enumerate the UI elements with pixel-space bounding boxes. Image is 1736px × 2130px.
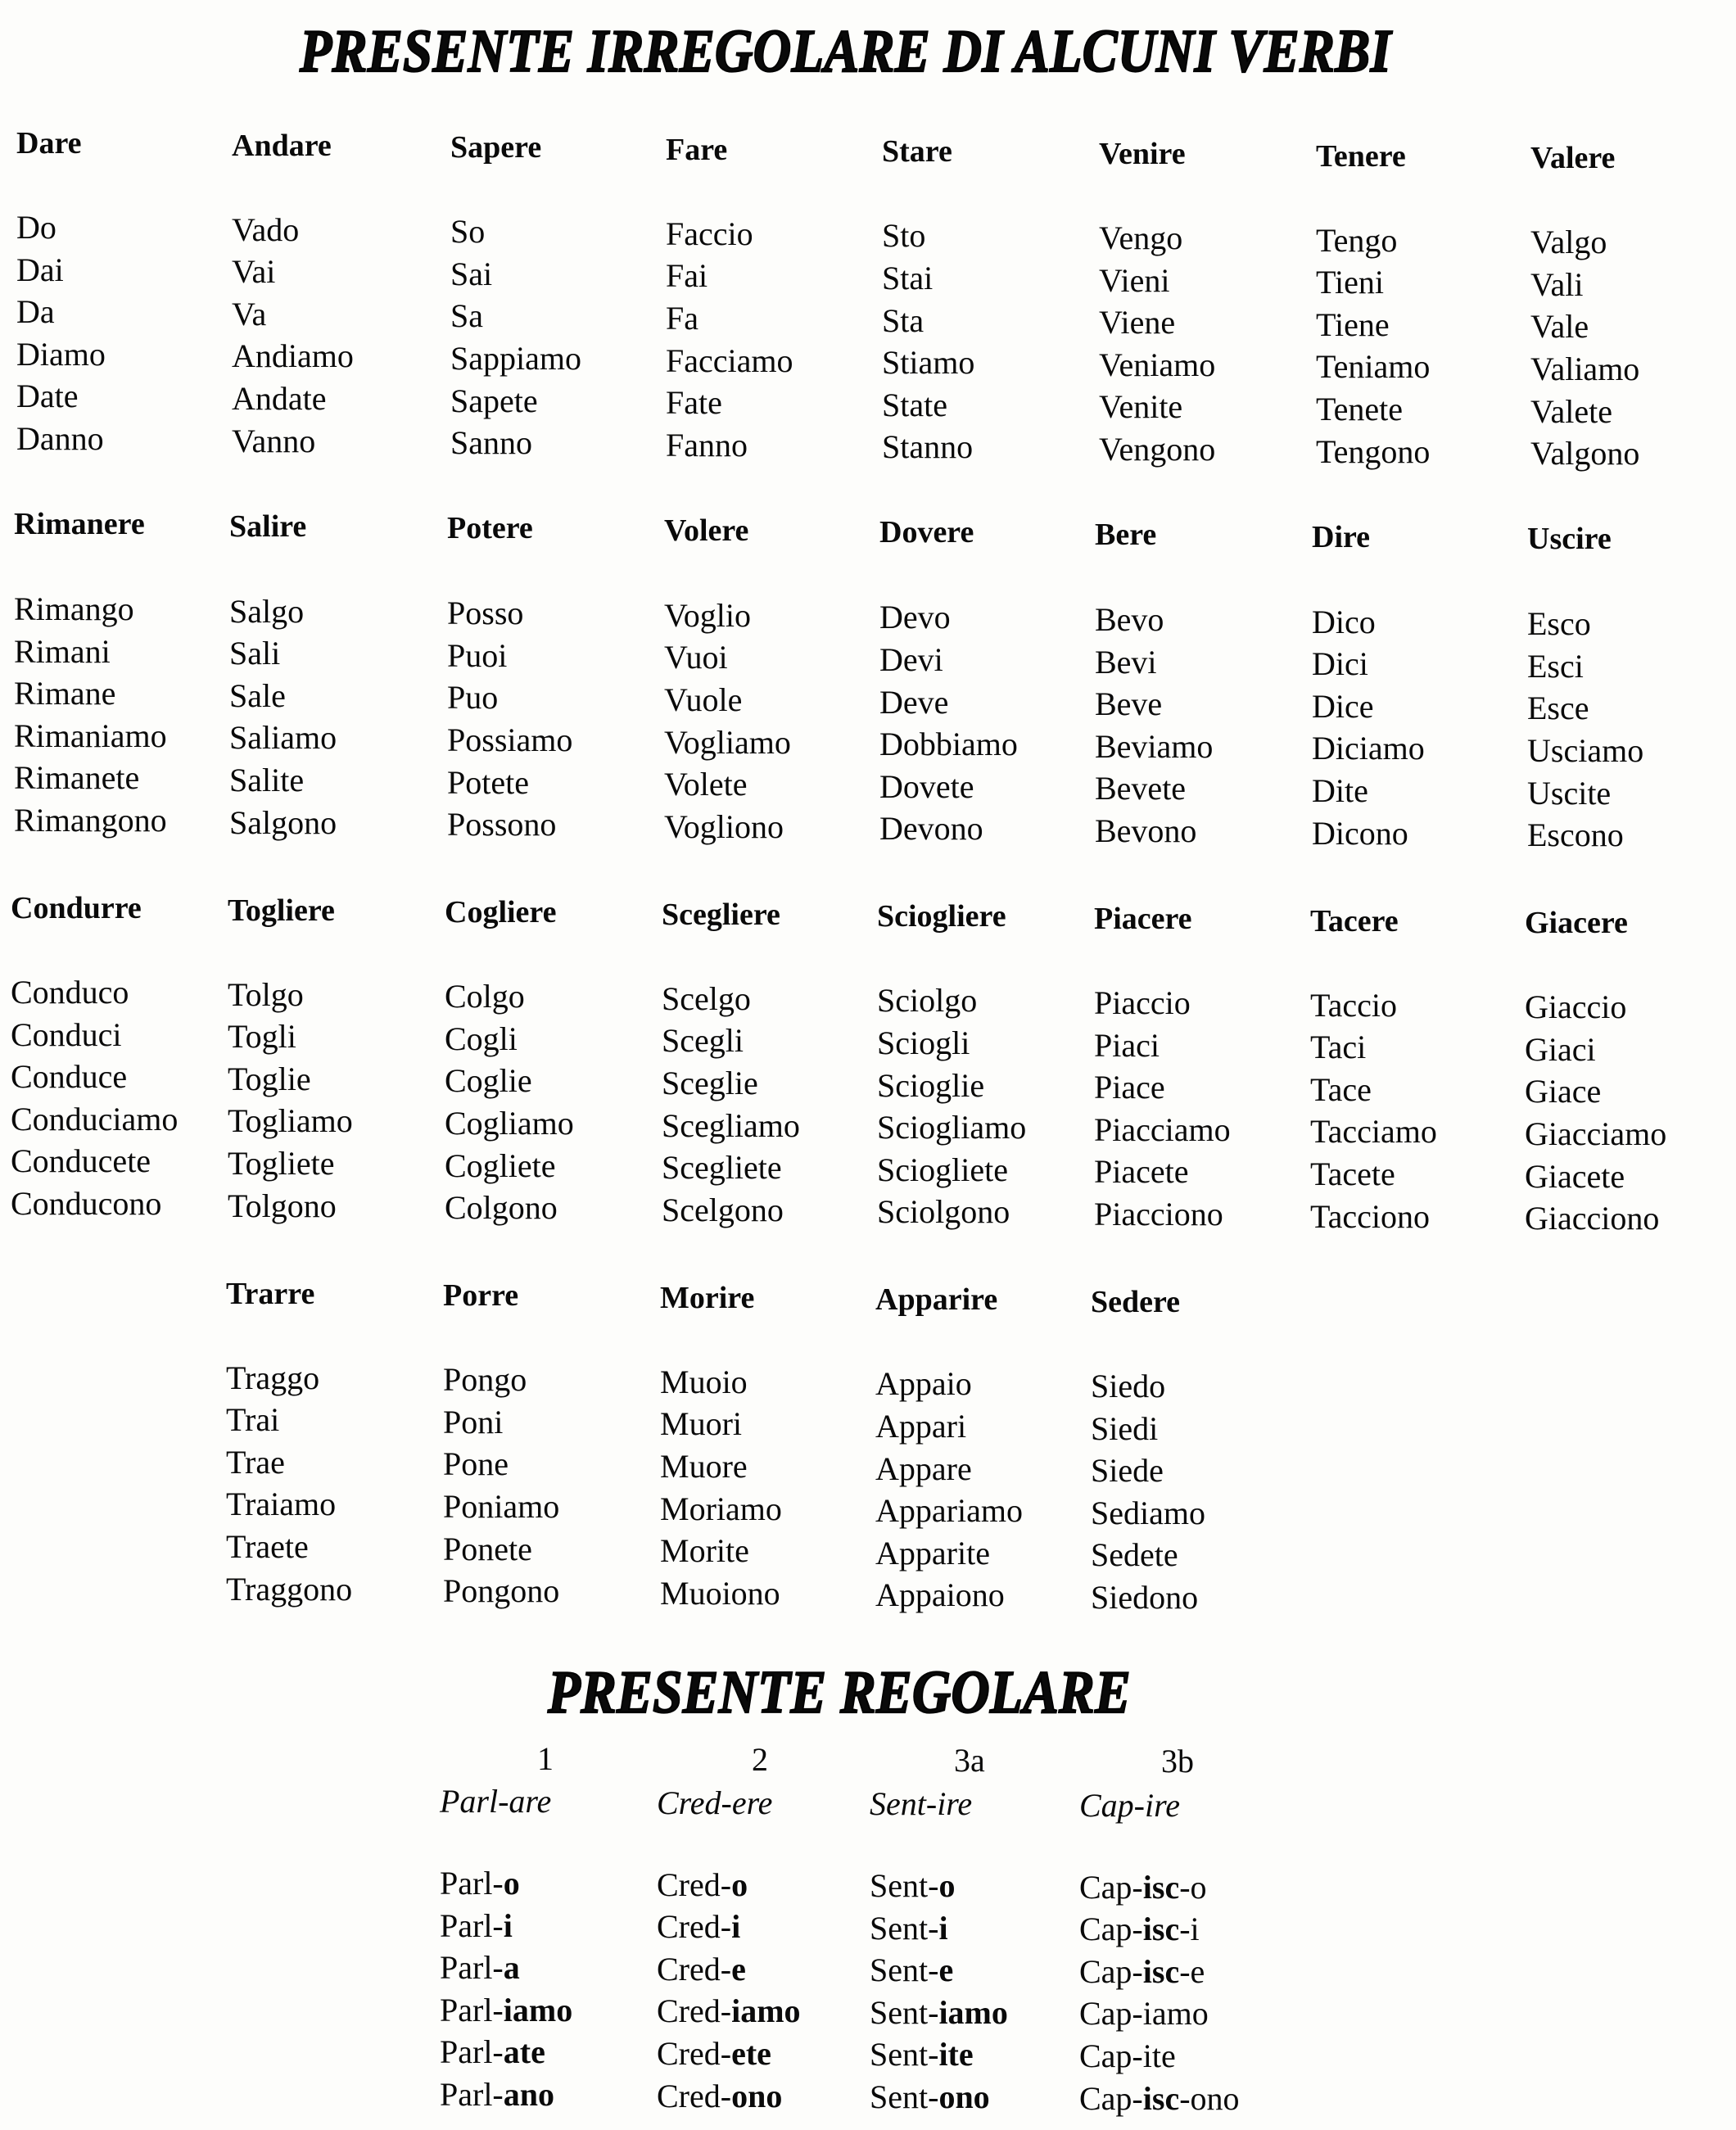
- conjugation-infinitive: Cap-ire: [1079, 1786, 1180, 1824]
- conjugated-form: Dicono: [1312, 814, 1408, 852]
- form-segment: -i: [1179, 1911, 1200, 1948]
- verb-infinitive: Fare: [666, 132, 728, 167]
- regular-form: [870, 1993, 1008, 2031]
- conjugated-form: Devi: [879, 641, 943, 678]
- conjugated-form: Appariamo: [875, 1492, 1023, 1530]
- form-ending-bold: ite: [938, 2036, 974, 2073]
- conjugated-form: Vali: [1530, 265, 1584, 303]
- conjugated-form: Bevi: [1095, 643, 1157, 681]
- conjugated-form: Saliamo: [229, 719, 337, 757]
- verb-infinitive: Bere: [1095, 518, 1157, 552]
- verb-infinitive: Stare: [882, 134, 952, 170]
- conjugated-form: Dice: [1312, 687, 1374, 725]
- page-title: PRESENTE IRREGOLARE DI ALCUNI VERBI: [300, 18, 1391, 85]
- conjugated-form: Traggono: [226, 1570, 353, 1608]
- conjugated-form: Vuoi: [664, 639, 728, 676]
- verb-infinitive: Volere: [664, 513, 749, 548]
- conjugated-form: Faccio: [666, 215, 753, 252]
- form-segment: Parl-: [440, 2076, 504, 2113]
- conjugated-form: Va: [232, 295, 267, 332]
- conjugated-form: Piaccio: [1094, 984, 1191, 1021]
- conjugated-form: Piaci: [1094, 1026, 1160, 1064]
- conjugated-form: Da: [16, 293, 55, 331]
- conjugated-form: Conduco: [11, 974, 129, 1011]
- regular-form: [657, 2034, 771, 2072]
- regular-form: [1079, 1995, 1209, 2033]
- conjugated-form: Cogliete: [445, 1146, 556, 1184]
- conjugated-form: Vogliamo: [664, 723, 791, 761]
- regular-form: [657, 2077, 783, 2114]
- conjugated-form: Sanno: [450, 424, 532, 462]
- conjugated-form: Sedete: [1091, 1536, 1178, 1574]
- regular-form: [440, 2078, 554, 2111]
- conjugated-form: Tace: [1310, 1070, 1372, 1108]
- verb-infinitive: Rimanere: [14, 507, 145, 541]
- regular-form: [1079, 1952, 1205, 1990]
- conjugation-infinitive: Parl-are: [440, 1783, 552, 1820]
- conjugated-form: Conduce: [11, 1058, 128, 1096]
- regular-form: [1079, 1913, 1200, 1946]
- conjugated-form: Sapete: [450, 382, 538, 419]
- conjugated-form: Fai: [666, 257, 708, 295]
- regular-section-title: PRESENTE REGOLARE: [548, 1659, 1131, 1726]
- conjugated-form: Sappiamo: [450, 340, 581, 377]
- conjugated-form: Stai: [882, 260, 934, 296]
- conjugated-form: Sciolgono: [877, 1193, 1010, 1231]
- regular-form: [657, 1950, 746, 1988]
- form-ending-bold: ete: [731, 2034, 771, 2072]
- verb-infinitive: Morire: [660, 1280, 755, 1315]
- regular-form: [657, 1992, 801, 2030]
- conjugated-form: Siedi: [1091, 1409, 1159, 1447]
- conjugated-form: Diamo: [16, 335, 106, 373]
- form-ending-bold: ate: [503, 2033, 545, 2071]
- regular-form: [870, 1951, 954, 1989]
- conjugated-form: Danno: [16, 420, 104, 457]
- conjugated-form: Sa: [450, 297, 483, 335]
- conjugated-form: Sta: [882, 301, 925, 339]
- conjugated-form: Togliamo: [228, 1102, 353, 1140]
- conjugated-form: Pone: [443, 1445, 509, 1483]
- conjugated-form: Dovete: [879, 767, 974, 805]
- conjugated-form: Traiamo: [226, 1486, 337, 1523]
- conjugated-form: Bevono: [1095, 812, 1197, 849]
- conjugated-form: Volete: [664, 766, 748, 803]
- conjugated-form: Conduci: [11, 1015, 122, 1053]
- conjugated-form: Poniamo: [443, 1488, 560, 1525]
- form-segment: Sent-: [870, 1909, 939, 1947]
- conjugated-form: Tieni: [1316, 264, 1385, 301]
- conjugated-form: Diciamo: [1312, 730, 1425, 767]
- regular-form: [1079, 1868, 1207, 1906]
- conjugated-form: Sediamo: [1091, 1494, 1205, 1531]
- conjugated-form: So: [450, 213, 486, 251]
- conjugated-form: Facciamo: [666, 341, 793, 379]
- conjugated-form: Cogliamo: [445, 1105, 574, 1142]
- regular-form: [870, 2078, 990, 2115]
- conjugated-form: Valete: [1530, 392, 1612, 430]
- conjugated-form: Tacete: [1310, 1155, 1395, 1192]
- conjugated-form: Vai: [232, 253, 276, 291]
- conjugated-form: Puoi: [447, 636, 508, 674]
- conjugated-form: Scioglie: [877, 1066, 985, 1104]
- form-segment: Parl-: [440, 2033, 504, 2071]
- conjugated-form: Vogliono: [664, 807, 784, 845]
- conjugated-form: Rimane: [14, 675, 116, 712]
- conjugated-form: Sali: [229, 635, 281, 672]
- verb-infinitive: Venire: [1099, 137, 1186, 171]
- conjugated-form: Conduciamo: [11, 1100, 179, 1137]
- regular-form: [1079, 2037, 1176, 2074]
- conjugated-form: Siede: [1091, 1452, 1164, 1490]
- conjugated-form: Salgono: [229, 803, 337, 841]
- conjugated-form: Trae: [226, 1443, 285, 1481]
- conjugated-form: Giaci: [1525, 1030, 1596, 1068]
- conjugated-form: Ponete: [443, 1530, 532, 1567]
- verb-infinitive: Cogliere: [445, 895, 557, 930]
- form-segment: -o: [1179, 1868, 1207, 1906]
- conjugation-number: 3b: [1161, 1743, 1194, 1780]
- form-segment: Cap-: [1079, 2079, 1143, 2117]
- conjugated-form: Scegli: [662, 1022, 744, 1060]
- regular-form: [657, 1908, 741, 1946]
- conjugated-form: Rimaniamo: [14, 717, 167, 754]
- regular-form: [870, 1909, 948, 1947]
- form-segment: Cap-: [1079, 1911, 1143, 1948]
- form-segment: Cap-ite: [1079, 2037, 1176, 2074]
- conjugated-form: Beve: [1095, 685, 1163, 723]
- conjugated-form: Andiamo: [232, 337, 354, 375]
- form-ending-bold: o: [938, 1867, 956, 1904]
- conjugated-form: Morite: [660, 1532, 749, 1570]
- conjugated-form: Colgono: [445, 1189, 558, 1227]
- form-ending-bold: o: [731, 1865, 748, 1903]
- conjugated-form: Vale: [1530, 308, 1589, 346]
- form-ending-bold: iamo: [731, 1992, 801, 2030]
- verb-infinitive: Sciogliere: [877, 899, 1006, 934]
- conjugated-form: Conducono: [11, 1185, 162, 1222]
- conjugated-form: Valiamo: [1530, 350, 1640, 387]
- form-segment: Cred-: [657, 1950, 732, 1988]
- form-ending-bold: i: [503, 1906, 513, 1944]
- form-ending-bold: ono: [731, 2077, 783, 2114]
- conjugated-form: Vengo: [1099, 219, 1183, 256]
- conjugated-form: Giacete: [1525, 1157, 1625, 1195]
- conjugated-form: Scelgono: [662, 1191, 784, 1228]
- form-ending-bold: e: [938, 1951, 954, 1989]
- verb-infinitive: Porre: [443, 1278, 519, 1314]
- conjugated-form: Dico: [1312, 603, 1376, 640]
- conjugated-form: Possono: [447, 806, 557, 843]
- conjugated-form: Piacciono: [1094, 1196, 1223, 1232]
- verb-infinitive: Valere: [1530, 141, 1616, 176]
- conjugated-form: Viene: [1099, 304, 1176, 341]
- regular-form: [1079, 2079, 1240, 2117]
- conjugated-form: Coglie: [445, 1062, 532, 1100]
- conjugated-form: Conducete: [11, 1142, 151, 1180]
- conjugated-form: Tengo: [1316, 221, 1398, 259]
- conjugated-form: Rimango: [14, 590, 134, 627]
- form-segment: Sent-: [870, 1993, 939, 2031]
- conjugated-form: Pongo: [443, 1361, 527, 1399]
- form-segment: Sent-: [870, 2036, 939, 2073]
- verb-infinitive: Dare: [16, 126, 82, 161]
- conjugated-form: Stiamo: [882, 344, 975, 382]
- conjugated-form: Puo: [447, 679, 499, 717]
- conjugated-form: Voglio: [664, 596, 751, 634]
- conjugated-form: Beviamo: [1095, 727, 1214, 765]
- form-segment: Parl-: [440, 1991, 504, 2028]
- conjugated-form: Vuole: [664, 681, 743, 718]
- form-segment: -ono: [1179, 2079, 1240, 2117]
- conjugated-form: Dai: [16, 251, 64, 288]
- verb-infinitive: Dire: [1312, 519, 1371, 554]
- form-ending-bold: a: [503, 1949, 520, 1987]
- conjugated-form: Potete: [447, 763, 529, 801]
- form-ending-bold: isc: [1142, 1868, 1180, 1906]
- form-ending-bold: o: [503, 1865, 520, 1902]
- conjugated-form: Taci: [1310, 1029, 1367, 1066]
- conjugated-form: Vengono: [1099, 431, 1216, 468]
- conjugated-form: Piacete: [1094, 1153, 1189, 1191]
- form-segment: Cred-: [657, 2077, 732, 2114]
- verb-infinitive: Sedere: [1091, 1285, 1181, 1319]
- conjugated-form: Tacciono: [1310, 1197, 1431, 1235]
- conjugation-number: 2: [752, 1741, 768, 1778]
- conjugation-infinitive: Cred-ere: [657, 1784, 773, 1821]
- regular-form: [440, 1949, 520, 1987]
- conjugated-form: Sale: [229, 676, 286, 714]
- conjugated-form: Bevo: [1095, 601, 1164, 638]
- conjugation-infinitive: Sent-ire: [870, 1785, 973, 1822]
- form-segment: Cred-: [657, 2034, 732, 2072]
- conjugated-form: Sciolgo: [877, 982, 978, 1020]
- form-segment: Cap-: [1079, 1952, 1143, 1990]
- form-segment: Cap-: [1079, 1868, 1143, 1906]
- conjugated-form: Usciamo: [1527, 732, 1644, 769]
- conjugated-form: Taccio: [1310, 986, 1398, 1024]
- conjugated-form: Valgono: [1530, 435, 1640, 473]
- conjugated-form: Fa: [666, 300, 698, 337]
- verb-infinitive: Condurre: [11, 891, 142, 925]
- conjugated-form: Salite: [229, 762, 305, 798]
- verb-infinitive: Giacere: [1525, 906, 1628, 941]
- form-segment: Cred-: [657, 1992, 732, 2030]
- conjugated-form: Vado: [232, 210, 300, 248]
- conjugated-form: Moriamo: [660, 1490, 782, 1527]
- conjugated-form: Traete: [226, 1528, 309, 1565]
- conjugated-form: Devono: [879, 810, 983, 848]
- conjugated-form: Muore: [660, 1448, 748, 1485]
- conjugation-number: 1: [537, 1740, 554, 1777]
- conjugated-form: Appaiono: [875, 1576, 1005, 1614]
- conjugated-form: Fate: [666, 384, 722, 422]
- form-ending-bold: iamo: [938, 1993, 1008, 2031]
- conjugated-form: Rimangono: [14, 802, 167, 839]
- conjugated-form: Esco: [1527, 605, 1591, 643]
- conjugated-form: Togli: [228, 1018, 296, 1056]
- conjugated-form: Pongono: [443, 1572, 560, 1610]
- conjugated-form: Sciogliamo: [877, 1109, 1027, 1146]
- verb-infinitive: Trarre: [226, 1276, 315, 1311]
- regular-form: [440, 1867, 520, 1900]
- form-segment: Cap-iamo: [1079, 1995, 1209, 2033]
- verb-infinitive: Apparire: [875, 1282, 998, 1318]
- verb-infinitive: Tacere: [1310, 903, 1399, 938]
- form-ending-bold: i: [731, 1908, 741, 1946]
- regular-form: [870, 2038, 974, 2071]
- conjugated-form: Tolgono: [228, 1187, 337, 1224]
- conjugated-form: State: [882, 386, 947, 423]
- form-segment: Parl-: [440, 1906, 504, 1944]
- regular-form: [440, 1906, 513, 1944]
- conjugated-form: Piacciamo: [1094, 1110, 1231, 1148]
- regular-form: [440, 2033, 545, 2071]
- conjugated-form: Dobbiamo: [879, 726, 1018, 763]
- form-segment: Sent-: [870, 2078, 939, 2115]
- conjugated-form: Siedono: [1091, 1579, 1199, 1616]
- form-ending-bold: isc: [1142, 1911, 1180, 1948]
- conjugated-form: Tacciamo: [1310, 1113, 1437, 1151]
- conjugated-form: Sciogli: [877, 1024, 970, 1061]
- verb-infinitive: Salire: [229, 509, 307, 544]
- conjugated-form: Deve: [879, 683, 949, 721]
- conjugated-form: Veniamo: [1099, 346, 1216, 383]
- conjugated-form: Giacciono: [1525, 1200, 1660, 1237]
- conjugated-form: Appaio: [875, 1365, 972, 1403]
- conjugated-form: Sto: [882, 217, 926, 255]
- conjugated-form: Esci: [1527, 647, 1584, 685]
- conjugated-form: Esce: [1527, 690, 1589, 727]
- form-ending-bold: iamo: [503, 1991, 573, 2028]
- conjugated-form: Poni: [443, 1403, 504, 1440]
- verb-infinitive: Togliere: [228, 893, 335, 928]
- conjugated-form: Andate: [232, 380, 327, 417]
- conjugated-form: Toglie: [228, 1060, 311, 1097]
- form-ending-bold: e: [731, 1950, 746, 1988]
- conjugated-form: Colgo: [445, 978, 525, 1015]
- conjugated-form: Appare: [875, 1449, 972, 1487]
- verb-infinitive: Uscire: [1527, 522, 1612, 557]
- conjugated-form: Scegliete: [662, 1149, 782, 1187]
- verb-infinitive: Scegliere: [662, 897, 780, 932]
- conjugated-form: Tiene: [1316, 305, 1390, 343]
- verb-infinitive: Sapere: [450, 130, 542, 165]
- conjugated-form: Vanno: [232, 422, 316, 459]
- verb-infinitive: Potere: [447, 511, 533, 546]
- conjugated-form: Scegliamo: [662, 1106, 800, 1144]
- conjugated-form: Siedo: [1091, 1368, 1166, 1404]
- form-segment: Cred-: [657, 1908, 732, 1946]
- conjugated-form: Venite: [1099, 388, 1183, 426]
- conjugated-form: Appari: [875, 1408, 967, 1445]
- conjugated-form: Giaccio: [1525, 988, 1627, 1026]
- form-segment: Cred-: [657, 1865, 732, 1903]
- conjugated-form: Cogli: [445, 1020, 518, 1057]
- conjugated-form: Fanno: [666, 426, 748, 464]
- conjugated-form: Giacciamo: [1525, 1115, 1667, 1152]
- form-segment: Parl-: [440, 1949, 504, 1987]
- conjugated-form: Vieni: [1099, 261, 1170, 299]
- verb-infinitive: Piacere: [1094, 902, 1192, 936]
- conjugated-form: Sai: [450, 255, 493, 292]
- conjugated-form: Trai: [226, 1401, 280, 1439]
- conjugated-form: Teniamo: [1316, 348, 1431, 386]
- verb-infinitive: Dovere: [879, 515, 974, 550]
- conjugated-form: Uscite: [1527, 774, 1612, 812]
- form-ending-bold: i: [938, 1909, 948, 1947]
- conjugated-form: Posso: [447, 595, 524, 632]
- conjugated-form: Escono: [1527, 816, 1624, 854]
- conjugated-form: Tengono: [1316, 432, 1431, 470]
- regular-form: [870, 1867, 956, 1904]
- verb-infinitive: Andare: [232, 128, 332, 163]
- conjugated-form: Salgo: [229, 592, 305, 630]
- conjugated-form: Stanno: [882, 428, 974, 466]
- conjugated-form: Sciogliete: [877, 1151, 1008, 1188]
- conjugated-form: Tolgo: [228, 975, 304, 1013]
- conjugated-form: Date: [16, 378, 79, 415]
- conjugated-form: Tenete: [1316, 391, 1404, 427]
- form-ending-bold: ono: [938, 2078, 990, 2115]
- conjugated-form: Bevete: [1095, 770, 1187, 807]
- conjugated-form: Scelgo: [662, 979, 751, 1017]
- conjugated-form: Dite: [1312, 772, 1368, 809]
- form-segment: -e: [1179, 1952, 1205, 1990]
- form-ending-bold: isc: [1142, 1952, 1180, 1990]
- conjugated-form: Sceglie: [662, 1065, 758, 1101]
- conjugated-form: Do: [16, 209, 57, 246]
- conjugated-form: Traggo: [226, 1359, 320, 1396]
- conjugated-form: Possiamo: [447, 721, 573, 758]
- form-ending-bold: ano: [503, 2076, 555, 2113]
- conjugated-form: Muoiono: [660, 1574, 780, 1612]
- conjugation-number: 3a: [954, 1742, 985, 1779]
- regular-form: [440, 1991, 573, 2028]
- conjugated-form: Togliete: [228, 1145, 335, 1182]
- conjugated-form: Devo: [879, 599, 951, 636]
- verb-infinitive: Tenere: [1316, 138, 1406, 174]
- conjugated-form: Dici: [1312, 645, 1368, 683]
- conjugated-form: Rimani: [14, 632, 111, 670]
- regular-form: [657, 1865, 748, 1903]
- conjugated-form: Rimanete: [14, 759, 140, 797]
- form-segment: Parl-: [440, 1865, 504, 1902]
- conjugated-form: Muoio: [660, 1363, 748, 1400]
- conjugated-form: Muori: [660, 1405, 742, 1443]
- form-segment: Sent-: [870, 1867, 939, 1904]
- form-ending-bold: isc: [1142, 2079, 1180, 2117]
- form-segment: Sent-: [870, 1951, 939, 1989]
- conjugated-form: Giace: [1525, 1073, 1602, 1110]
- conjugated-form: Valgo: [1530, 224, 1607, 261]
- conjugated-form: Apparite: [875, 1534, 990, 1571]
- conjugated-form: Piace: [1094, 1069, 1165, 1106]
